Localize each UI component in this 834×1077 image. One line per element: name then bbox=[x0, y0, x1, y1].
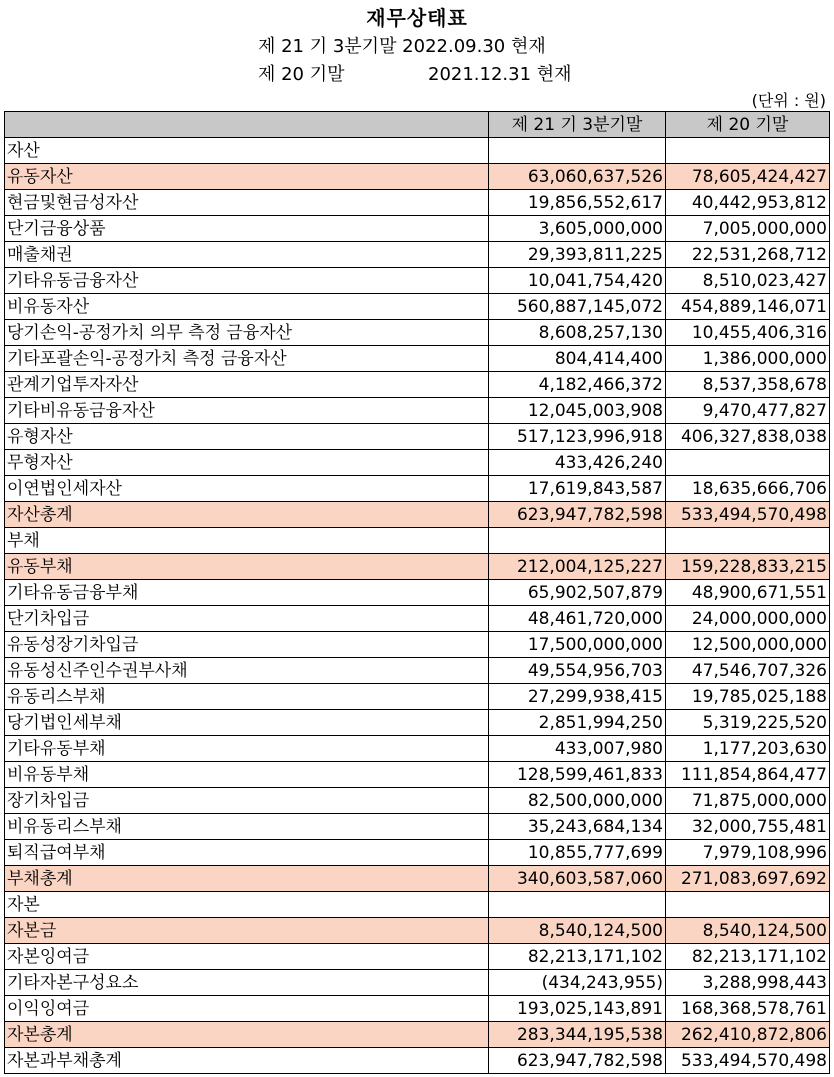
table-row bbox=[5, 762, 830, 788]
account-name-cell: 이익잉여금 bbox=[5, 996, 489, 1022]
current-period-value-cell bbox=[489, 528, 666, 554]
account-name-cell: 자산총계 bbox=[5, 502, 489, 528]
account-name-cell: 자본과부채총계 bbox=[5, 1048, 489, 1074]
current-period-value-cell: 433,007,980 bbox=[489, 736, 666, 762]
table-row bbox=[5, 892, 830, 918]
previous-period-value-cell bbox=[666, 528, 830, 554]
current-period-value-cell: 12,045,003,908 bbox=[489, 398, 666, 424]
account-name-cell: 관계기업투자자산 bbox=[5, 372, 489, 398]
previous-period-value-cell: 406,327,838,038 bbox=[666, 424, 830, 450]
previous-period-value-cell: 7,005,000,000 bbox=[666, 216, 830, 242]
account-name-cell: 자산 bbox=[5, 138, 489, 164]
previous-period-value-cell: 454,889,146,071 bbox=[666, 294, 830, 320]
previous-period-value-cell: 533,494,570,498 bbox=[666, 502, 830, 528]
table-row bbox=[5, 736, 830, 762]
previous-period-value-cell: 32,000,755,481 bbox=[666, 814, 830, 840]
account-name-cell: 당기손익-공정가치 의무 측정 금융자산 bbox=[5, 320, 489, 346]
current-period-value-cell bbox=[489, 138, 666, 164]
balance-sheet-table bbox=[4, 111, 830, 1074]
account-name-cell: 현금및현금성자산 bbox=[5, 190, 489, 216]
column-header-account bbox=[5, 112, 489, 138]
current-period-value-cell: 193,025,143,891 bbox=[489, 996, 666, 1022]
previous-period-value-cell: 24,000,000,000 bbox=[666, 606, 830, 632]
account-name-cell: 비유동리스부채 bbox=[5, 814, 489, 840]
account-name-cell: 기타포괄손익-공정가치 측정 금융자산 bbox=[5, 346, 489, 372]
previous-period-value-cell: 82,213,171,102 bbox=[666, 944, 830, 970]
previous-period-value-cell: 22,531,268,712 bbox=[666, 242, 830, 268]
table-row bbox=[5, 398, 830, 424]
current-period-value-cell: 433,426,240 bbox=[489, 450, 666, 476]
table-row bbox=[5, 190, 830, 216]
current-period-value-cell: 17,500,000,000 bbox=[489, 632, 666, 658]
table-row bbox=[5, 580, 830, 606]
current-period-value-cell: 10,041,754,420 bbox=[489, 268, 666, 294]
current-period-value-cell: 340,603,587,060 bbox=[489, 866, 666, 892]
account-name-cell: 유동성신주인수권부사채 bbox=[5, 658, 489, 684]
current-period-value-cell: 623,947,782,598 bbox=[489, 502, 666, 528]
table-row bbox=[5, 840, 830, 866]
table-row bbox=[5, 424, 830, 450]
table-row bbox=[5, 866, 830, 892]
document-title: 재무상태표 bbox=[366, 6, 468, 30]
current-period-value-cell bbox=[489, 892, 666, 918]
previous-period-value-cell: 262,410,872,806 bbox=[666, 1022, 830, 1048]
previous-period-value-cell: 8,540,124,500 bbox=[666, 918, 830, 944]
current-period-value-cell: 804,414,400 bbox=[489, 346, 666, 372]
current-period-value-cell: 10,855,777,699 bbox=[489, 840, 666, 866]
table-row bbox=[5, 970, 830, 996]
previous-period-value-cell: 7,979,108,996 bbox=[666, 840, 830, 866]
current-period-value-cell: 29,393,811,225 bbox=[489, 242, 666, 268]
current-period-value-cell: 49,554,956,703 bbox=[489, 658, 666, 684]
table-row bbox=[5, 1048, 830, 1074]
previous-period-value-cell bbox=[666, 138, 830, 164]
current-period-value-cell: 283,344,195,538 bbox=[489, 1022, 666, 1048]
table-row bbox=[5, 268, 830, 294]
current-period-value-cell: 8,540,124,500 bbox=[489, 918, 666, 944]
table-row bbox=[5, 528, 830, 554]
previous-period-value-cell: 18,635,666,706 bbox=[666, 476, 830, 502]
account-name-cell: 기타유동금융자산 bbox=[5, 268, 489, 294]
previous-period-value-cell: 1,177,203,630 bbox=[666, 736, 830, 762]
table-row bbox=[5, 814, 830, 840]
current-period-value-cell: 128,599,461,833 bbox=[489, 762, 666, 788]
previous-period-value-cell: 8,510,023,427 bbox=[666, 268, 830, 294]
previous-period-value-cell bbox=[666, 450, 830, 476]
table-row bbox=[5, 554, 830, 580]
table-row bbox=[5, 918, 830, 944]
previous-period-value-cell: 12,500,000,000 bbox=[666, 632, 830, 658]
period-previous-date: 2021.12.31 현재 bbox=[428, 64, 572, 85]
previous-period-value-cell: 3,288,998,443 bbox=[666, 970, 830, 996]
previous-period-value-cell: 71,875,000,000 bbox=[666, 788, 830, 814]
current-period-value-cell: (434,243,955) bbox=[489, 970, 666, 996]
account-name-cell: 부채 bbox=[5, 528, 489, 554]
account-name-cell: 유형자산 bbox=[5, 424, 489, 450]
current-period-value-cell: 4,182,466,372 bbox=[489, 372, 666, 398]
current-period-value-cell: 65,902,507,879 bbox=[489, 580, 666, 606]
account-name-cell: 유동성장기차입금 bbox=[5, 632, 489, 658]
current-period-value-cell: 19,856,552,617 bbox=[489, 190, 666, 216]
previous-period-value-cell: 5,319,225,520 bbox=[666, 710, 830, 736]
account-name-cell: 유동리스부채 bbox=[5, 684, 489, 710]
period-current: 제 21 기 3분기말 2022.09.30 현재 bbox=[258, 36, 546, 57]
current-period-value-cell: 82,500,000,000 bbox=[489, 788, 666, 814]
previous-period-value-cell: 47,546,707,326 bbox=[666, 658, 830, 684]
current-period-value-cell: 27,299,938,415 bbox=[489, 684, 666, 710]
previous-period-value-cell: 159,228,833,215 bbox=[666, 554, 830, 580]
table-row bbox=[5, 346, 830, 372]
previous-period-value-cell: 48,900,671,551 bbox=[666, 580, 830, 606]
current-period-value-cell: 212,004,125,227 bbox=[489, 554, 666, 580]
table-row bbox=[5, 450, 830, 476]
current-period-value-cell: 82,213,171,102 bbox=[489, 944, 666, 970]
account-name-cell: 이연법인세자산 bbox=[5, 476, 489, 502]
account-name-cell: 당기법인세부채 bbox=[5, 710, 489, 736]
account-name-cell: 기타유동부채 bbox=[5, 736, 489, 762]
table-row bbox=[5, 320, 830, 346]
table-row bbox=[5, 606, 830, 632]
current-period-value-cell: 35,243,684,134 bbox=[489, 814, 666, 840]
previous-period-value-cell: 40,442,953,812 bbox=[666, 190, 830, 216]
account-name-cell: 자본잉여금 bbox=[5, 944, 489, 970]
current-period-value-cell: 623,947,782,598 bbox=[489, 1048, 666, 1074]
current-period-value-cell: 2,851,994,250 bbox=[489, 710, 666, 736]
table-row bbox=[5, 372, 830, 398]
table-row bbox=[5, 684, 830, 710]
table-row bbox=[5, 658, 830, 684]
previous-period-value-cell: 10,455,406,316 bbox=[666, 320, 830, 346]
account-name-cell: 유동자산 bbox=[5, 164, 489, 190]
current-period-value-cell: 63,060,637,526 bbox=[489, 164, 666, 190]
table-row bbox=[5, 632, 830, 658]
table-row bbox=[5, 710, 830, 736]
table-row bbox=[5, 1022, 830, 1048]
account-name-cell: 무형자산 bbox=[5, 450, 489, 476]
unit-label: (단위 : 원) bbox=[751, 91, 826, 110]
current-period-value-cell: 8,608,257,130 bbox=[489, 320, 666, 346]
current-period-value-cell: 560,887,145,072 bbox=[489, 294, 666, 320]
account-name-cell: 부채총계 bbox=[5, 866, 489, 892]
current-period-value-cell: 517,123,996,918 bbox=[489, 424, 666, 450]
previous-period-value-cell: 168,368,578,761 bbox=[666, 996, 830, 1022]
period-previous-label: 제 20 기말 bbox=[258, 64, 345, 85]
table-row bbox=[5, 164, 830, 190]
previous-period-value-cell: 19,785,025,188 bbox=[666, 684, 830, 710]
account-name-cell: 매출채권 bbox=[5, 242, 489, 268]
table-header-row bbox=[5, 112, 830, 138]
table-row bbox=[5, 242, 830, 268]
previous-period-value-cell: 533,494,570,498 bbox=[666, 1048, 830, 1074]
account-name-cell: 비유동자산 bbox=[5, 294, 489, 320]
previous-period-value-cell: 111,854,864,477 bbox=[666, 762, 830, 788]
current-period-value-cell: 17,619,843,587 bbox=[489, 476, 666, 502]
account-name-cell: 장기차입금 bbox=[5, 788, 489, 814]
table-row bbox=[5, 788, 830, 814]
table-row bbox=[5, 944, 830, 970]
table-row bbox=[5, 502, 830, 528]
table-row bbox=[5, 294, 830, 320]
previous-period-value-cell: 271,083,697,692 bbox=[666, 866, 830, 892]
account-name-cell: 단기차입금 bbox=[5, 606, 489, 632]
account-name-cell: 퇴직급여부채 bbox=[5, 840, 489, 866]
previous-period-value-cell: 9,470,477,827 bbox=[666, 398, 830, 424]
account-name-cell: 기타자본구성요소 bbox=[5, 970, 489, 996]
previous-period-value-cell bbox=[666, 892, 830, 918]
account-name-cell: 유동부채 bbox=[5, 554, 489, 580]
table-row bbox=[5, 138, 830, 164]
previous-period-value-cell: 8,537,358,678 bbox=[666, 372, 830, 398]
account-name-cell: 기타비유동금융자산 bbox=[5, 398, 489, 424]
column-header-current: 제 21 기 3분기말 bbox=[489, 112, 666, 138]
account-name-cell: 자본금 bbox=[5, 918, 489, 944]
column-header-previous: 제 20 기말 bbox=[666, 112, 830, 138]
account-name-cell: 단기금융상품 bbox=[5, 216, 489, 242]
current-period-value-cell: 3,605,000,000 bbox=[489, 216, 666, 242]
account-name-cell: 기타유동금융부채 bbox=[5, 580, 489, 606]
table-row bbox=[5, 216, 830, 242]
account-name-cell: 자본 bbox=[5, 892, 489, 918]
previous-period-value-cell: 78,605,424,427 bbox=[666, 164, 830, 190]
table-row bbox=[5, 996, 830, 1022]
account-name-cell: 비유동부채 bbox=[5, 762, 489, 788]
account-name-cell: 자본총계 bbox=[5, 1022, 489, 1048]
table-row bbox=[5, 476, 830, 502]
current-period-value-cell: 48,461,720,000 bbox=[489, 606, 666, 632]
previous-period-value-cell: 1,386,000,000 bbox=[666, 346, 830, 372]
period-previous bbox=[258, 60, 572, 86]
